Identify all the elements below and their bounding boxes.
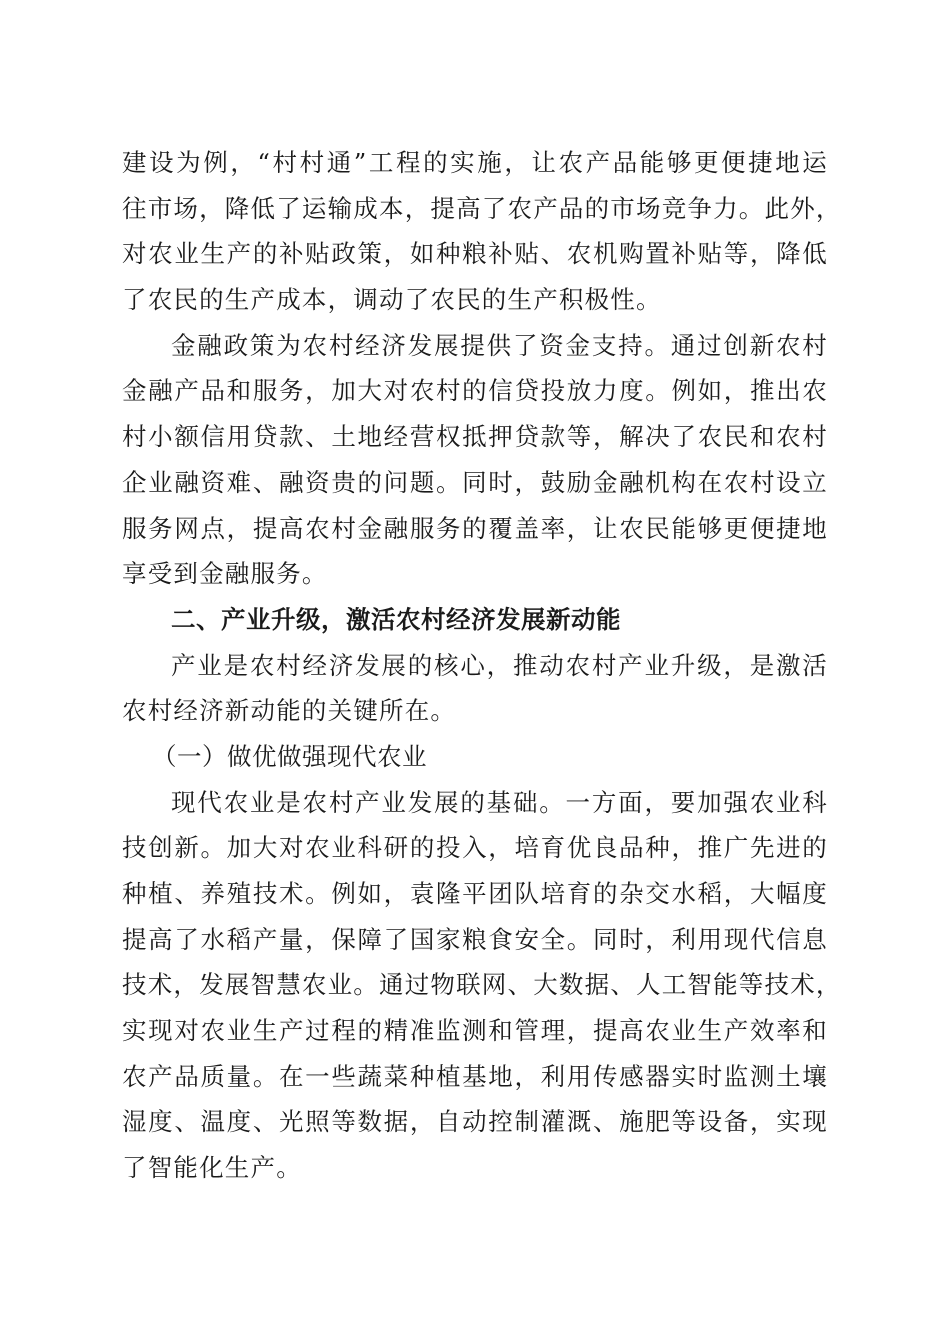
paragraph-industry-upgrade [122,643,828,734]
text-line: 了农民的生产成本，调动了农民的生产积极性。 [122,285,662,315]
paragraph-modern-agriculture [122,780,842,1191]
text-line: 现代农业是农村产业发展的基础。一方面，要加强农业科 [171,787,828,817]
paragraph-financial-policy [122,323,828,597]
text-line: 金融政策为农村经济发展提供了资金支持。通过创新农村 [171,330,828,360]
text-line: 企业融资难、融资贵的问题。同时，鼓励金融机构在农村设立 [122,467,828,497]
text-line: 服务网点，提高农村金融服务的覆盖率，让农民能够更便捷地 [122,513,828,543]
text-line: 村小额信用贷款、土地经营权抵押贷款等，解决了农民和农村 [122,422,828,452]
paragraph-transport-subsidy [122,140,842,323]
text-line: 了智能化生产。 [122,1153,302,1183]
section-heading: 二、产业升级，激活农村经济发展新动能 [171,604,621,634]
text-line: 享受到金融服务。 [122,559,328,589]
text-line: 产业是农村经济发展的核心，推动农村产业升级，是激活 [171,650,828,680]
text-line: 技创新。加大对农业科研的投入，培育优良品种，推广先进的 [122,833,828,863]
text-line: 农村经济新动能的关键所在。 [122,696,457,726]
subsection-heading: （一）做优做强现代农业 [152,741,427,771]
text-line: 湿度、温度、光照等数据，自动控制灌溉、施肥等设备，实现 [122,1107,828,1137]
text-line: 种植、养殖技术。例如，袁隆平团队培育的杂交水稻，大幅度 [122,879,828,908]
text-line: 金融产品和服务，加大对农村的信贷投放力度。例如，推出农 [122,376,828,406]
text-line: 技术，发展智慧农业。通过物联网、大数据、人工智能等技术， [122,970,842,1000]
text-line: 农产品质量。在一些蔬菜种植基地，利用传感器实时监测土壤 [122,1061,828,1091]
text-line: 对农业生产的补贴政策，如种粮补贴、农机购置补贴等，降低 [122,239,828,269]
text-line: 建设为例，“村村通”工程的实施，让农产品能够更便捷地运 [122,148,828,177]
text-line: 实现对农业生产过程的精准监测和管理，提高农业生产效率和 [122,1016,828,1046]
text-line: 往市场，降低了运输成本，提高了农产品的市场竞争力。此外， [122,193,842,223]
text-line: 提高了水稻产量，保障了国家粮食安全。同时，利用现代信息 [122,924,828,954]
document-body [122,140,842,1191]
